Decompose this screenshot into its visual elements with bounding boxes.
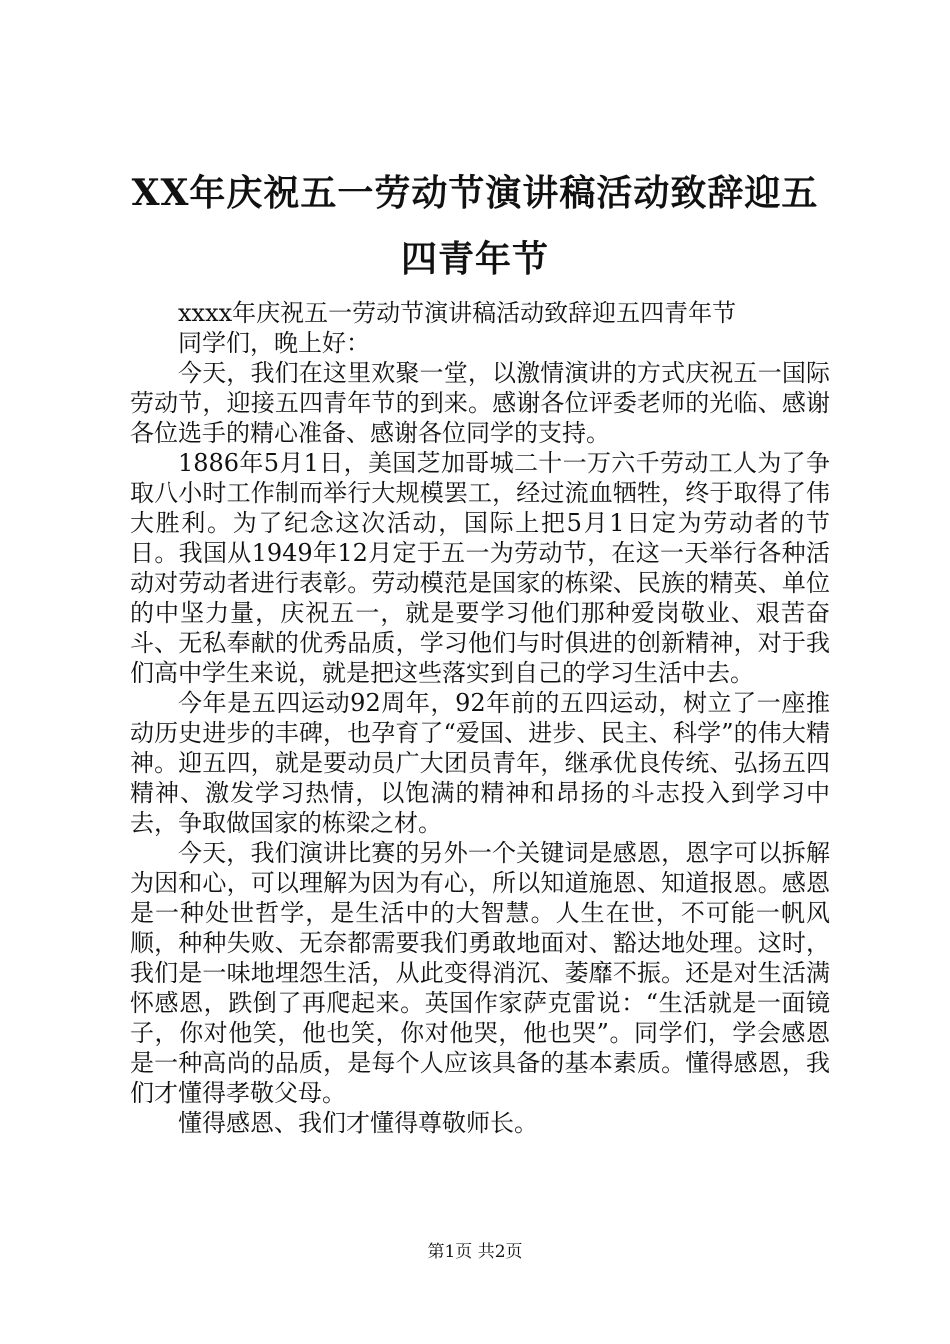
page-footer: 第1页 共2页	[427, 1242, 523, 1262]
paragraph-greeting: 同学们，晚上好：	[178, 329, 370, 357]
paragraph-opening: 今天，我们在这里欢聚一堂，以激情演讲的方式庆祝五一国际劳动节，迎接五四青年节的到来。感谢各位评委老师的光临、感谢各位选手的精心准备、感谢各位同学的支持。	[130, 359, 830, 447]
document-title: XX年庆祝五一劳动节演讲稿活动致辞迎五四青年节	[131, 172, 819, 280]
paragraph-respect-teachers: 懂得感恩、我们才懂得尊敬师长。	[178, 1109, 538, 1137]
paragraph-gratitude: 今天，我们演讲比赛的另外一个关键词是感恩，恩字可以拆解为因和心，可以理解为因为有心，所以知道施恩、知道报恩。感恩是一种处世哲学，是生活中的大智慧。人生在世，不可能一帆风顺，种种失败、无奈都需要我们勇敢地面对、豁达地处理。这时，我们是一味地埋怨生活，从此变得消沉、萎靡不振。还是对生活满怀感恩，跌倒了再爬起来。英国作家萨克雷说：“生活就是一面镜子，你对他笑，他也笑，你对他哭，他也哭”。同学们，学会感恩是一种高尚的品质，是每个人应该具备的基本素质。懂得感恩，我们才懂得孝敬父母。	[130, 839, 830, 1107]
paragraph-may-day-history: 1886年5月1日，美国芝加哥城二十一万六千劳动工人为了争取八小时工作制而举行大规模罢工，经过流血牺牲，终于取得了伟大胜利。为了纪念这次活动，国际上把5月1日定为劳动者的节日。我国从1949年12月定于五一为劳动节，在这一天举行各种活动对劳动者进行表彰。劳动模范是国家的栋梁、民族的精英、单位的中坚力量，庆祝五一，就是要学习他们那种爱岗敬业、艰苦奋斗、无私奉献的优秀品质，学习他们与时俱进的创新精神，对于我们高中学生来说，就是把这些落实到自己的学习生活中去。	[130, 449, 830, 687]
paragraph-may-fourth: 今年是五四运动92周年，92年前的五四运动，树立了一座推动历史进步的丰碑，也孕育了“爱国、进步、民主、科学”的伟大精神。迎五四，就是要动员广大团员青年，继承优良传统、弘扬五四精神、激发学习热情，以饱满的精神和昂扬的斗志投入到学习中去，争取做国家的栋梁之材。	[130, 689, 830, 837]
paragraph-heading-repeat: xxxx年庆祝五一劳动节演讲稿活动致辞迎五四青年节	[178, 299, 737, 327]
document-body	[130, 298, 830, 1138]
